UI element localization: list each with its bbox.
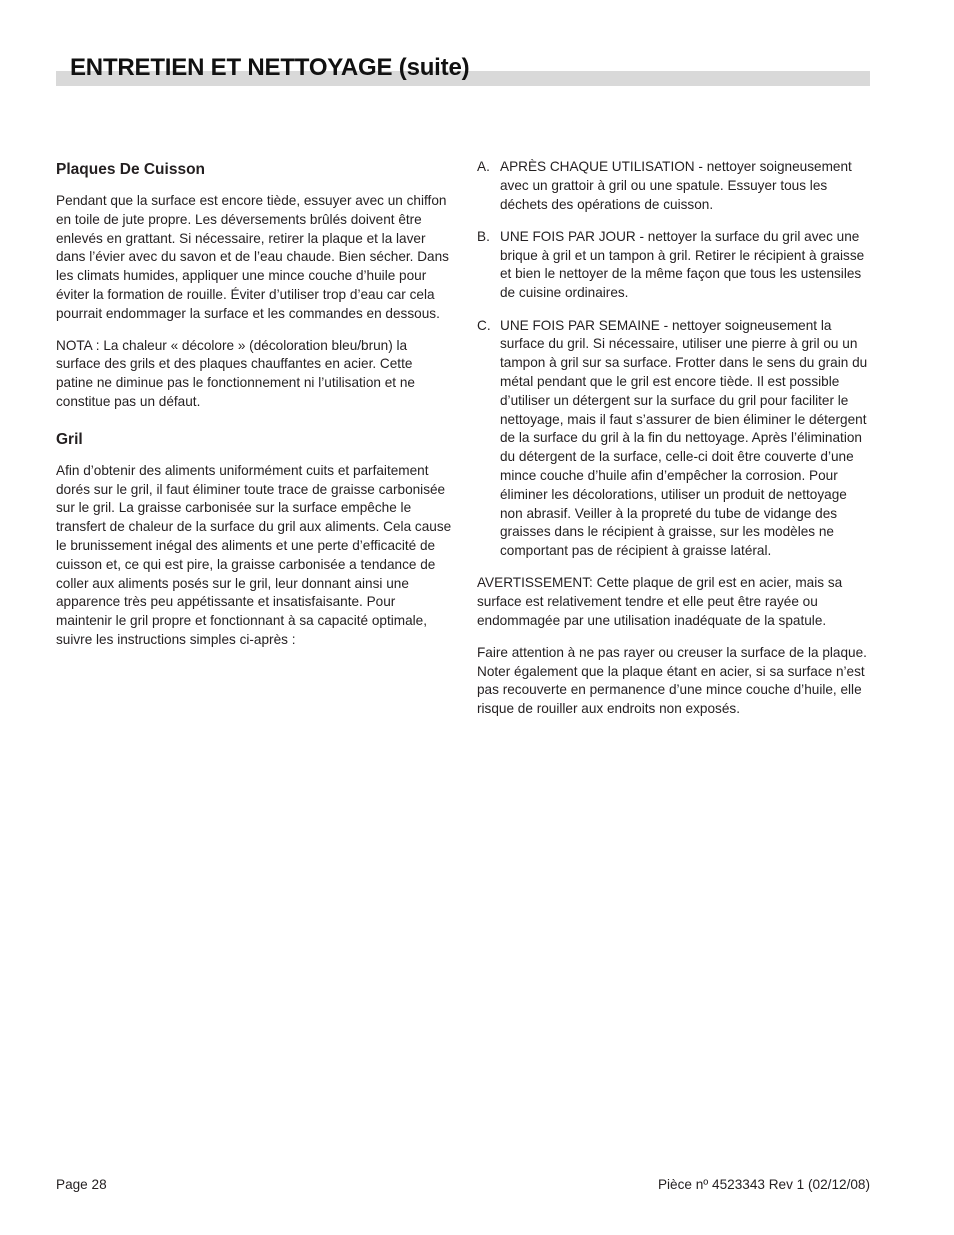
right-column xyxy=(477,158,872,732)
paragraph-scratch-note: Faire attention à ne pas rayer ou creuser la surface de la plaque. Noter également que la plaque étant en acier, si sa surface n’est pas recouverte en permanence d’une mince couche d’huile, elle risque de rouiller aux endroits non exposés. xyxy=(477,644,867,717)
left-column xyxy=(56,158,452,663)
list-text: UNE FOIS PAR SEMAINE - nettoyer soigneusement la surface du gril. Si nécessaire, utiliser une pierre à gril ou un tampon à gril sur sa surface. Frotter dans le sens du grain du métal pendant que le gril est encore tiède. Il est possible d’utiliser un détergent sur la surface du gril pour faciliter le nettoyage, mais il faut s’assurer de bien éliminer le détergent de la surface du gril à la fin du nettoyage. Après l’élimination du détergent de la surface, celle-ci doit être couverte d’une mince couche d’huile afin d’empêcher la corrosion. Pour éliminer les décolorations, utiliser un produit de nettoyage non abrasif. Veiller à la propreté du tube de vidange des graisses dans le récipient à graisse, sur les modèles ne comportant pas de récipient à graisse latéral. xyxy=(500,317,868,559)
paragraph-nota: NOTA : La chaleur « décolore » (décoloration bleu/brun) la surface des grils et des plaques chauffantes en acier. Cette patine ne diminue pas le fonctionnement ni l’utilisation et ne constitue pas un défaut. xyxy=(56,337,415,409)
section-heading-gril: Gril xyxy=(56,430,83,448)
list-item-b xyxy=(477,228,872,303)
list-letter: B. xyxy=(477,228,490,244)
list-letter: A. xyxy=(477,159,490,174)
page-number: Page 28 xyxy=(56,1177,107,1192)
page-title: ENTRETIEN ET NETTOYAGE (suite) xyxy=(70,54,470,81)
paragraph-warning: AVERTISSEMENT: Cette plaque de gril est en acier, mais sa surface est relativement tendre et elle peut être rayée ou endommagée par une utilisation inadéquate de la spatule. xyxy=(477,575,843,629)
list-letter: C. xyxy=(477,317,491,333)
paragraph-gril-intro: Afin d’obtenir des aliments uniformément cuits et parfaitement dorés sur le gril, il faut éliminer toute trace de graisse carbonisée sur le gril. La graisse carbonisée sur la surface empêche le transfert de chaleur de la surface du gril aux aliments. Cela cause le brunissement inégal des aliments et une perte d’efficacité de cuisson et, ce qui est pire, la graisse carbonisée a tendance de coller aux aliments posés sur le gril, leur donnant ainsi une apparence très peu appétissante et insatisfaisante. Pour maintenir le gril propre et fonctionnant à sa capacité optimale, suivre les instructions simples ci-après : xyxy=(56,462,452,647)
paragraph-plaques-care: Pendant que la surface est encore tiède, essuyer avec un chiffon en toile de jute propre. Les déversements brûlés doivent être enlevés en grattant. Si nécessaire, retirer la plaque et la laver dans l’évier avec du savon et de l’eau chaude. Bien sécher. Dans les climats humides, appliquer une mince couche d’huile pour éviter la formation de rouille. Éviter d’utiliser trop d’eau car cela pourrait endommager la surface et les commandes en dessous. xyxy=(56,193,449,321)
list-text: APRÈS CHAQUE UTILISATION - nettoyer soigneusement avec un grattoir à gril ou une spatule. Essuyer tous les déchets des opérations de cuisson. xyxy=(500,159,852,212)
part-number: Pièce nº 4523343 Rev 1 (02/12/08) xyxy=(657,1177,870,1192)
list-text: UNE FOIS PAR JOUR - nettoyer la surface du gril avec une brique à gril et un tampon à gril. Retirer le récipient à graisse et bien le nettoyer de la même façon que tous les ustensiles de cuisine ordinaires. xyxy=(500,228,865,301)
list-item-a xyxy=(477,158,872,214)
section-heading-plaques: Plaques De Cuisson xyxy=(56,161,206,178)
list-item-c xyxy=(477,317,872,561)
